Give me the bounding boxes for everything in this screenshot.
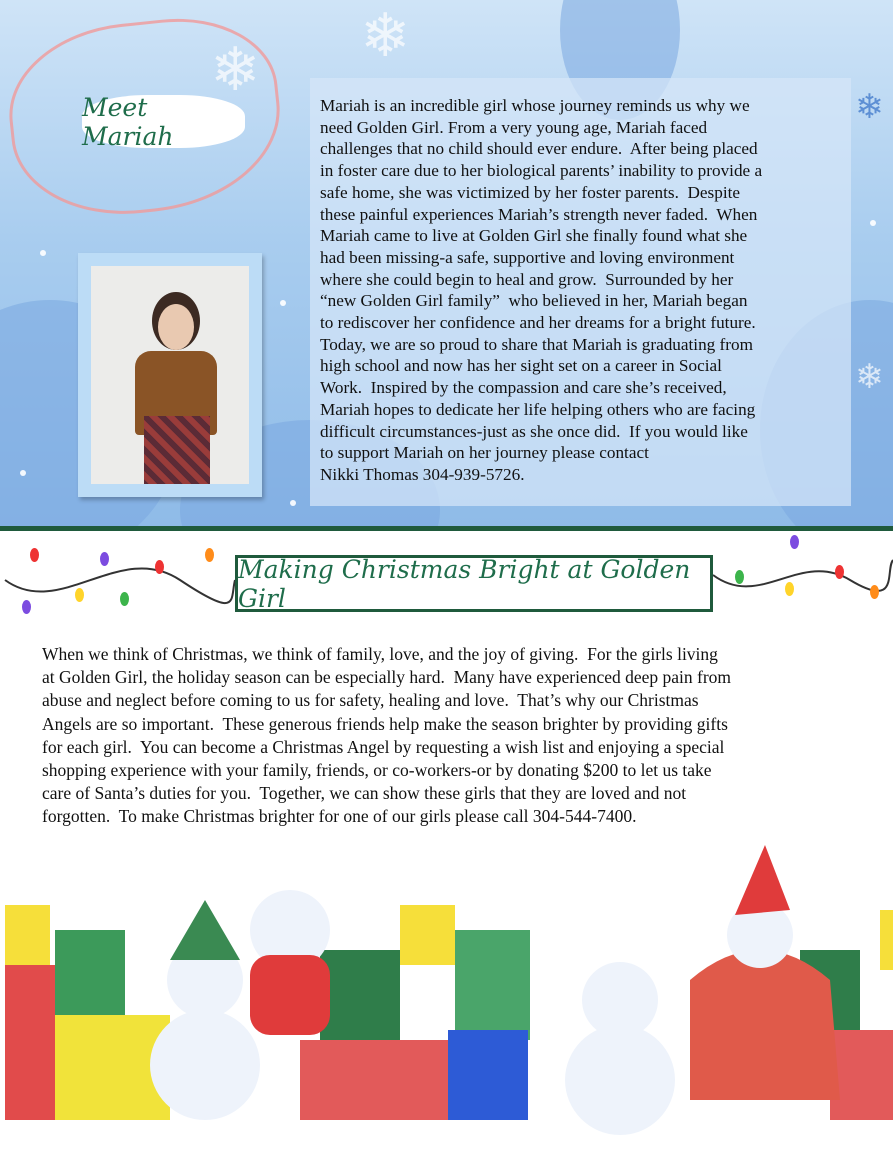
- gift-box: [5, 965, 60, 1120]
- snowflake-icon: ❄: [855, 87, 884, 127]
- snow-dot: [290, 500, 296, 506]
- gift-box: [300, 1040, 465, 1120]
- photo-figure: [158, 304, 194, 350]
- light-bulb: [22, 600, 31, 614]
- light-bulb: [30, 548, 39, 562]
- text-line: these painful experiences Mariah’s strength never faded. When: [320, 204, 758, 224]
- snowman-body-coat: [690, 950, 840, 1100]
- text-line: Nikki Thomas 304-939-5726.: [320, 464, 525, 484]
- text-line: care of Santa’s duties for you. Together, we can show these girls that they are loved and not: [42, 783, 687, 804]
- mariah-story-panel: [310, 78, 851, 506]
- text-line: Angels are so important. These generous friends help make the season brighter by providing gifts: [42, 713, 728, 734]
- light-bulb: [120, 592, 129, 606]
- text-line: at Golden Girl, the holiday season can be especially hard. Many have experienced deep pain from: [42, 667, 732, 688]
- light-bulb: [785, 582, 794, 596]
- gift-box: [320, 950, 400, 1040]
- snow-dot: [870, 220, 876, 226]
- snowman: [565, 1025, 675, 1135]
- mariah-story-text: [320, 95, 851, 486]
- text-line: safe home, she was victimized by her foster parents. Despite: [320, 182, 741, 202]
- text-line: “new Golden Girl family” who believed in her, Mariah began: [320, 291, 748, 311]
- light-bulb: [205, 548, 214, 562]
- text-line: Mariah hopes to dedicate her life helping others who are facing: [320, 399, 756, 419]
- text-line: Mariah is an incredible girl whose journey reminds us why we: [320, 96, 750, 115]
- text-line: had been missing-a safe, supportive and loving environment: [320, 247, 735, 267]
- text-line: difficult circumstances-just as she once did. If you would like: [320, 421, 748, 441]
- gift-box: [830, 1030, 893, 1120]
- light-bulb: [155, 560, 164, 574]
- light-bulb: [870, 585, 879, 599]
- text-line: need Golden Girl. From a very young age, Mariah faced: [320, 117, 708, 137]
- snow-dot: [40, 250, 46, 256]
- snow-dot: [20, 470, 26, 476]
- text-line: shopping experience with your family, friends, or co-workers-or by donating $200 to let us take: [42, 760, 712, 781]
- snowman-hat: [170, 900, 240, 960]
- light-bulb: [835, 565, 844, 579]
- text-line: Work. Inspired by the compassion and care she’s received,: [320, 378, 727, 398]
- christmas-heading: Making Christmas Bright at Golden Girl: [235, 555, 713, 612]
- snowman: [582, 962, 658, 1038]
- text-line: Mariah came to live at Golden Girl she finally found what she: [320, 226, 748, 246]
- light-bulb: [100, 552, 109, 566]
- snowman-hat: [735, 845, 790, 915]
- gift-box: [400, 905, 455, 965]
- text-line: to support Mariah on her journey please contact: [320, 443, 649, 463]
- photo-figure: [144, 416, 210, 484]
- light-bulb: [735, 570, 744, 584]
- text-line: Today, we are so proud to share that Mariah is graduating from: [320, 334, 753, 354]
- text-line: high school and now has her sight set on a career in Social: [320, 356, 722, 376]
- light-bulb: [790, 535, 799, 549]
- text-line: where she could begin to heal and grow. Surrounded by her: [320, 269, 734, 289]
- snowmen-gifts-illustration: [0, 840, 893, 1155]
- mariah-photo: [91, 266, 249, 484]
- text-line: abuse and neglect before coming to us for safety, healing and love. That’s why our Christmas: [42, 690, 699, 711]
- gift-box: [455, 930, 530, 1040]
- snow-dot: [280, 300, 286, 306]
- text-line: in foster care due to her biological parents’ inability to provide a: [320, 161, 763, 181]
- gift-box: [448, 1030, 528, 1120]
- photo-frame: [78, 253, 262, 497]
- snowman: [150, 1010, 260, 1120]
- gift-box: [55, 930, 125, 1015]
- text-line: When we think of Christmas, we think of family, love, and the joy of giving. For the girls living: [42, 644, 718, 664]
- snowflake-icon: ❄: [360, 1, 411, 71]
- meet-mariah-heading: Meet Mariah: [82, 95, 245, 148]
- gift-box: [880, 910, 893, 970]
- winter-background: [0, 0, 893, 526]
- text-line: to rediscover her confidence and her dreams for a bright future.: [320, 313, 756, 333]
- christmas-body-text: [42, 643, 731, 829]
- section-divider: [0, 526, 893, 531]
- light-bulb: [75, 588, 84, 602]
- text-line: forgotten. To make Christmas brighter for one of our girls please call 304-544-7400.: [42, 806, 637, 827]
- snowflake-icon: ❄: [855, 357, 884, 397]
- snowman-scarf: [250, 955, 330, 1035]
- snowflake-icon: ❄: [210, 35, 261, 105]
- gift-box: [5, 905, 50, 965]
- text-line: for each girl. You can become a Christmas Angel by requesting a wish list and enjoying a special: [42, 736, 725, 757]
- text-line: challenges that no child should ever endure. After being placed: [320, 139, 758, 159]
